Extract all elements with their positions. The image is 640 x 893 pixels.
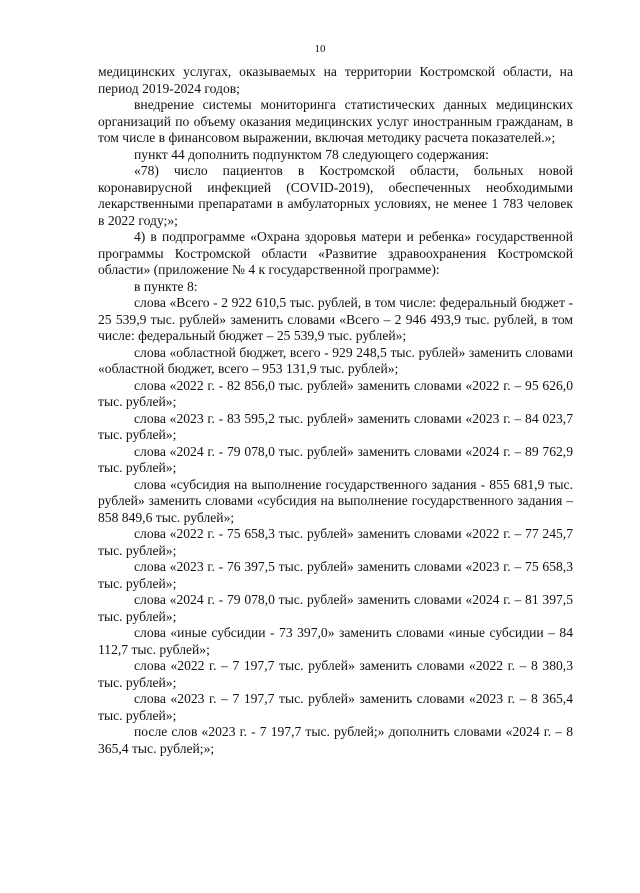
paragraph: слова «2022 г. - 82 856,0 тыс. рублей» заменить словами «2022 г. – 95 626,0 тыс. рублей»;: [98, 377, 573, 409]
paragraph: слова «2022 г. - 75 658,3 тыс. рублей» заменить словами «2022 г. – 77 245,7 тыс. рублей»;: [98, 526, 573, 558]
paragraph: после слов «2023 г. - 7 197,7 тыс. рублей;» дополнить словами «2024 г. – 8 365,4 тыс. рублей;»;: [98, 724, 573, 756]
paragraph: слова «Всего - 2 922 610,5 тыс. рублей, в том числе: федеральный бюджет - 25 539,9 тыс. рублей» заменить словами «Всего – 2 946 493,9 тыс. рублей, в том числе: федеральный бюджет – 25 539,9 тыс. рублей»;: [98, 295, 573, 343]
paragraph: слова «2022 г. – 7 197,7 тыс. рублей» заменить словами «2022 г. – 8 380,3 тыс. рублей»;: [98, 658, 573, 690]
paragraph: слова «2024 г. - 79 078,0 тыс. рублей» заменить словами «2024 г. – 81 397,5 тыс. рублей»;: [98, 592, 573, 624]
paragraph: слова «2023 г. - 76 397,5 тыс. рублей» заменить словами «2023 г. – 75 658,3 тыс. рублей»;: [98, 559, 573, 591]
paragraph: слова «субсидия на выполнение государственного задания - 855 681,9 тыс. рублей» заменить словами «субсидия на выполнение государственного задания – 858 849,6 тыс. рублей»;: [98, 476, 573, 525]
paragraph: слова «2023 г. - 83 595,2 тыс. рублей» заменить словами «2023 г. – 84 023,7 тыс. рублей»;: [98, 410, 573, 442]
paragraph: пункт 44 дополнить подпунктом 78 следующего содержания:: [134, 146, 489, 162]
paragraph: «78) число пациентов в Костромской области, больных новой коронавирусной инфекцией (COVID-2019), обеспеченных необходимыми лекарственными препаратами в амбулаторных условиях, не менее 1 783 человек в 2022 году;»;: [98, 163, 573, 228]
document-body: [98, 64, 573, 757]
paragraph: внедрение системы мониторинга статистических данных медицинских организаций по объему оказания медицинских услуг иностранным гражданам, в том числе в финансовом выражении, включая методику расчета показателей.»;: [98, 97, 573, 145]
paragraph: медицинских услугах, оказываемых на территории Костромской области, на период 2019-2024 годов;: [98, 64, 573, 96]
paragraph: в пункте 8:: [134, 278, 198, 294]
paragraph: слова «2024 г. - 79 078,0 тыс. рублей» заменить словами «2024 г. – 89 762,9 тыс. рублей»;: [98, 443, 573, 475]
page-number: 10: [314, 43, 326, 55]
paragraph: слова «2023 г. – 7 197,7 тыс. рублей» заменить словами «2023 г. – 8 365,4 тыс. рублей»;: [98, 691, 573, 723]
paragraph: 4) в подпрограмме «Охрана здоровья матери и ребенка» государственной программы Костромской области «Развитие здравоохранения Костромской области» (приложение № 4 к государственной программе):: [98, 229, 573, 277]
paragraph: слова «иные субсидии - 73 397,0» заменить словами «иные субсидии – 84 112,7 тыс. рублей»;: [98, 625, 573, 657]
paragraph: слова «областной бюджет, всего - 929 248,5 тыс. рублей» заменить словами «областной бюджет, всего – 953 131,9 тыс. рублей»;: [98, 344, 573, 376]
